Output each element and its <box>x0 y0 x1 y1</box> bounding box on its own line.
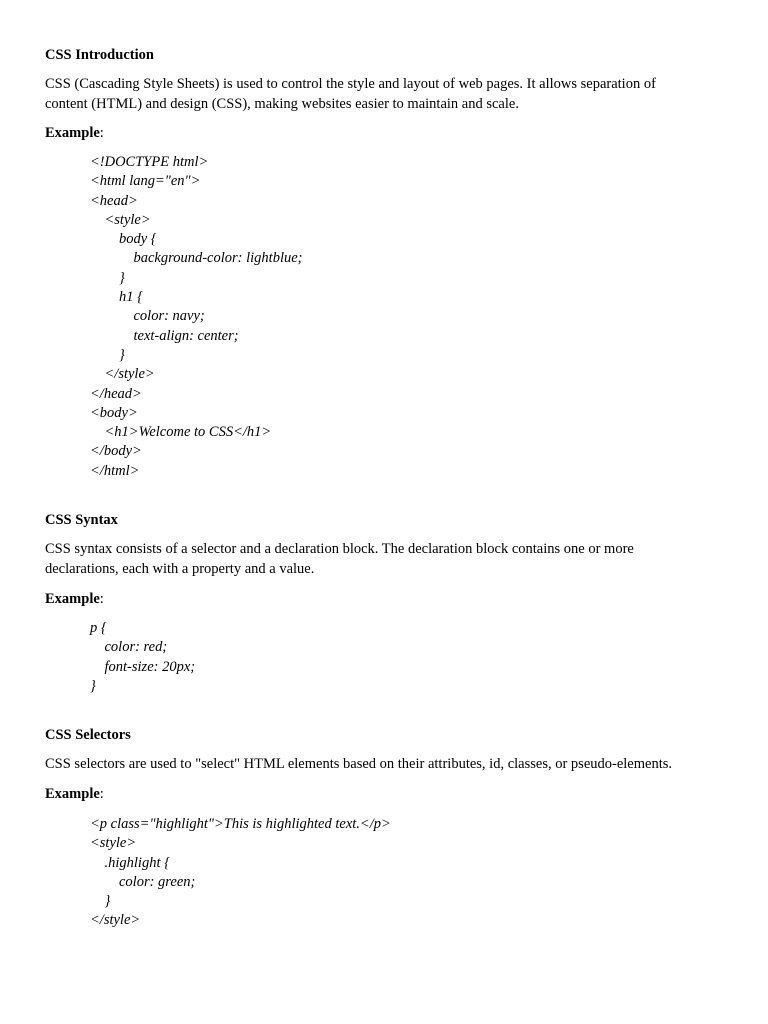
paragraph-line: content (HTML) and design (CSS), making websites easier to maintain and scale. <box>45 95 519 112</box>
paragraph-line: declarations, each with a property and a value. <box>45 560 315 577</box>
section-heading-css-syntax: CSS Syntax <box>45 512 118 528</box>
code-line: p { <box>90 620 107 636</box>
code-example-css-syntax <box>90 619 195 696</box>
code-line: <head> <box>90 192 138 209</box>
section-heading-css-selectors: CSS Selectors <box>45 727 131 743</box>
code-line: font-size: 20px; <box>90 658 196 675</box>
code-line: <!DOCTYPE html> <box>90 154 209 170</box>
code-line: color: green; <box>90 873 196 890</box>
code-line: <html lang="en"> <box>90 173 201 190</box>
section-heading-css-introduction: CSS Introduction <box>45 47 154 63</box>
example-label-text: Example <box>45 125 100 141</box>
code-line: body { <box>90 231 157 248</box>
example-label-text: Example <box>45 591 100 607</box>
example-label-colon: : <box>99 786 104 802</box>
code-line: </style> <box>90 366 155 383</box>
code-line: </body> <box>90 443 142 460</box>
code-line: background-color: lightblue; <box>90 250 303 267</box>
code-line: h1 { <box>90 289 143 306</box>
code-line: <h1>Welcome to CSS</h1> <box>90 424 272 441</box>
section-paragraph-css-syntax <box>45 540 715 579</box>
example-label-css-introduction <box>45 124 104 143</box>
example-label-text: Example <box>45 786 100 802</box>
example-label-css-selectors <box>45 785 104 804</box>
code-line: } <box>90 893 111 910</box>
paragraph-line: CSS syntax consists of a selector and a declaration block. The declaration block contains one or more <box>45 541 634 557</box>
example-label-css-syntax <box>45 590 104 609</box>
section-paragraph-css-selectors <box>45 755 715 775</box>
code-line: .highlight { <box>90 854 170 871</box>
section-paragraph-css-introduction <box>45 75 715 114</box>
code-line: <style> <box>90 835 137 852</box>
code-line: color: red; <box>90 639 168 656</box>
code-line: </head> <box>90 385 142 402</box>
code-line: } <box>90 346 125 363</box>
example-label-colon: : <box>99 125 104 141</box>
code-line: <p class="highlight">This is highlighted text.</p> <box>90 816 391 832</box>
code-line: <style> <box>90 211 151 228</box>
paragraph-line: CSS selectors are used to "select" HTML elements based on their attributes, id, classes, or pseudo-elements. <box>45 756 672 772</box>
code-example-css-introduction <box>90 153 303 481</box>
code-line: <body> <box>90 404 138 421</box>
code-line: color: navy; <box>90 308 205 325</box>
paragraph-line: CSS (Cascading Style Sheets) is used to control the style and layout of web pages. It allows separation of <box>45 76 656 92</box>
code-line: </html> <box>90 462 140 479</box>
code-example-css-selectors <box>90 815 391 931</box>
code-line: </style> <box>90 912 141 929</box>
code-line: text-align: center; <box>90 327 239 344</box>
example-label-colon: : <box>99 591 104 607</box>
code-line: } <box>90 269 125 286</box>
code-line: } <box>90 677 96 694</box>
